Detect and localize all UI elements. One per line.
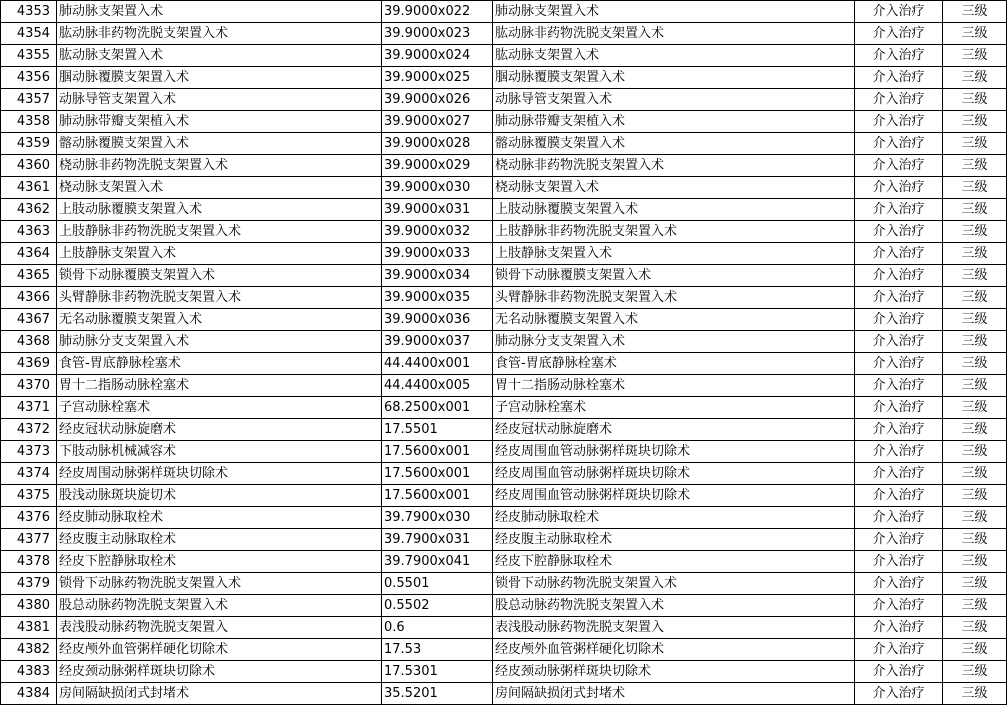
row-number-cell: 4375 bbox=[1, 485, 57, 507]
category-cell: 介入治疗 bbox=[855, 573, 943, 595]
row-number-cell: 4357 bbox=[1, 89, 57, 111]
standard-name-cell: 经皮下腔静脉取栓术 bbox=[493, 551, 855, 573]
table-row bbox=[1, 67, 1007, 89]
level-cell: 三级 bbox=[943, 309, 1007, 331]
procedure-name-cell: 肱动脉支架置入术 bbox=[57, 45, 382, 67]
procedure-code-cell: 39.9000x031 bbox=[382, 199, 493, 221]
table-row bbox=[1, 353, 1007, 375]
procedure-code-cell: 39.9000x032 bbox=[382, 221, 493, 243]
table-row bbox=[1, 111, 1007, 133]
category-cell: 介入治疗 bbox=[855, 441, 943, 463]
level-cell: 三级 bbox=[943, 397, 1007, 419]
procedure-name-cell: 经皮肺动脉取栓术 bbox=[57, 507, 382, 529]
category-cell: 介入治疗 bbox=[855, 485, 943, 507]
standard-name-cell: 桡动脉支架置入术 bbox=[493, 177, 855, 199]
table-row bbox=[1, 243, 1007, 265]
procedure-code-cell: 39.9000x037 bbox=[382, 331, 493, 353]
procedure-code-cell: 39.9000x034 bbox=[382, 265, 493, 287]
category-cell: 介入治疗 bbox=[855, 89, 943, 111]
category-cell: 介入治疗 bbox=[855, 309, 943, 331]
procedure-name-cell: 锁骨下动脉药物洗脱支架置入术 bbox=[57, 573, 382, 595]
standard-name-cell: 肺动脉带瓣支架植入术 bbox=[493, 111, 855, 133]
table-row bbox=[1, 661, 1007, 683]
table-row bbox=[1, 1, 1007, 23]
procedure-code-cell: 39.7900x030 bbox=[382, 507, 493, 529]
level-cell: 三级 bbox=[943, 639, 1007, 661]
row-number-cell: 4362 bbox=[1, 199, 57, 221]
table-row bbox=[1, 463, 1007, 485]
level-cell: 三级 bbox=[943, 23, 1007, 45]
level-cell: 三级 bbox=[943, 375, 1007, 397]
standard-name-cell: 腘动脉覆膜支架置入术 bbox=[493, 67, 855, 89]
row-number-cell: 4382 bbox=[1, 639, 57, 661]
procedure-code-cell: 39.9000x033 bbox=[382, 243, 493, 265]
standard-name-cell: 锁骨下动脉覆膜支架置入术 bbox=[493, 265, 855, 287]
procedure-code-cell: 39.9000x036 bbox=[382, 309, 493, 331]
table-row bbox=[1, 375, 1007, 397]
category-cell: 介入治疗 bbox=[855, 331, 943, 353]
row-number-cell: 4355 bbox=[1, 45, 57, 67]
table-row bbox=[1, 507, 1007, 529]
procedure-code-cell: 44.4400x001 bbox=[382, 353, 493, 375]
procedure-code-cell: 39.7900x041 bbox=[382, 551, 493, 573]
category-cell: 介入治疗 bbox=[855, 661, 943, 683]
level-cell: 三级 bbox=[943, 45, 1007, 67]
category-cell: 介入治疗 bbox=[855, 419, 943, 441]
row-number-cell: 4380 bbox=[1, 595, 57, 617]
procedure-name-cell: 食管-胃底静脉栓塞术 bbox=[57, 353, 382, 375]
procedure-name-cell: 肱动脉非药物洗脱支架置入术 bbox=[57, 23, 382, 45]
row-number-cell: 4384 bbox=[1, 683, 57, 705]
procedure-name-cell: 经皮周围动脉粥样斑块切除术 bbox=[57, 463, 382, 485]
standard-name-cell: 经皮冠状动脉旋磨术 bbox=[493, 419, 855, 441]
level-cell: 三级 bbox=[943, 551, 1007, 573]
row-number-cell: 4374 bbox=[1, 463, 57, 485]
level-cell: 三级 bbox=[943, 89, 1007, 111]
procedure-name-cell: 肺动脉支架置入术 bbox=[57, 1, 382, 23]
procedure-code-cell: 35.5201 bbox=[382, 683, 493, 705]
procedure-name-cell: 无名动脉覆膜支架置入术 bbox=[57, 309, 382, 331]
standard-name-cell: 经皮周围血管动脉粥样斑块切除术 bbox=[493, 463, 855, 485]
procedure-name-cell: 髂动脉覆膜支架置入术 bbox=[57, 133, 382, 155]
table-row bbox=[1, 133, 1007, 155]
procedure-name-cell: 子宫动脉栓塞术 bbox=[57, 397, 382, 419]
row-number-cell: 4354 bbox=[1, 23, 57, 45]
level-cell: 三级 bbox=[943, 353, 1007, 375]
row-number-cell: 4373 bbox=[1, 441, 57, 463]
procedure-code-cell: 17.5301 bbox=[382, 661, 493, 683]
procedure-name-cell: 上肢静脉非药物洗脱支架置入术 bbox=[57, 221, 382, 243]
standard-name-cell: 上肢静脉支架置入术 bbox=[493, 243, 855, 265]
table-row bbox=[1, 441, 1007, 463]
category-cell: 介入治疗 bbox=[855, 265, 943, 287]
level-cell: 三级 bbox=[943, 265, 1007, 287]
table-row bbox=[1, 419, 1007, 441]
row-number-cell: 4366 bbox=[1, 287, 57, 309]
row-number-cell: 4367 bbox=[1, 309, 57, 331]
table-row bbox=[1, 221, 1007, 243]
table-row bbox=[1, 529, 1007, 551]
table-row bbox=[1, 573, 1007, 595]
procedure-name-cell: 经皮腹主动脉取栓术 bbox=[57, 529, 382, 551]
standard-name-cell: 经皮肺动脉取栓术 bbox=[493, 507, 855, 529]
category-cell: 介入治疗 bbox=[855, 529, 943, 551]
row-number-cell: 4377 bbox=[1, 529, 57, 551]
level-cell: 三级 bbox=[943, 529, 1007, 551]
table-row bbox=[1, 397, 1007, 419]
row-number-cell: 4360 bbox=[1, 155, 57, 177]
standard-name-cell: 无名动脉覆膜支架置入术 bbox=[493, 309, 855, 331]
standard-name-cell: 子宫动脉栓塞术 bbox=[493, 397, 855, 419]
level-cell: 三级 bbox=[943, 441, 1007, 463]
category-cell: 介入治疗 bbox=[855, 617, 943, 639]
procedure-code-cell: 17.5600x001 bbox=[382, 463, 493, 485]
procedure-code-cell: 39.9000x025 bbox=[382, 67, 493, 89]
table-row bbox=[1, 617, 1007, 639]
level-cell: 三级 bbox=[943, 133, 1007, 155]
row-number-cell: 4381 bbox=[1, 617, 57, 639]
procedure-name-cell: 锁骨下动脉覆膜支架置入术 bbox=[57, 265, 382, 287]
standard-name-cell: 肺动脉支架置入术 bbox=[493, 1, 855, 23]
level-cell: 三级 bbox=[943, 419, 1007, 441]
row-number-cell: 4356 bbox=[1, 67, 57, 89]
table-row bbox=[1, 177, 1007, 199]
level-cell: 三级 bbox=[943, 111, 1007, 133]
procedure-name-cell: 股浅动脉斑块旋切术 bbox=[57, 485, 382, 507]
row-number-cell: 4368 bbox=[1, 331, 57, 353]
level-cell: 三级 bbox=[943, 573, 1007, 595]
procedure-code-cell: 17.5600x001 bbox=[382, 441, 493, 463]
row-number-cell: 4379 bbox=[1, 573, 57, 595]
category-cell: 介入治疗 bbox=[855, 23, 943, 45]
procedure-code-cell: 44.4400x005 bbox=[382, 375, 493, 397]
procedure-code-cell: 39.9000x024 bbox=[382, 45, 493, 67]
procedure-code-cell: 39.9000x023 bbox=[382, 23, 493, 45]
table-row bbox=[1, 45, 1007, 67]
table-row bbox=[1, 199, 1007, 221]
standard-name-cell: 经皮周围血管动脉粥样斑块切除术 bbox=[493, 441, 855, 463]
procedure-code-cell: 17.53 bbox=[382, 639, 493, 661]
procedure-name-cell: 经皮颅外血管粥样硬化切除术 bbox=[57, 639, 382, 661]
standard-name-cell: 髂动脉覆膜支架置入术 bbox=[493, 133, 855, 155]
procedure-name-cell: 胃十二指肠动脉栓塞术 bbox=[57, 375, 382, 397]
table-row bbox=[1, 595, 1007, 617]
standard-name-cell: 肱动脉支架置入术 bbox=[493, 45, 855, 67]
category-cell: 介入治疗 bbox=[855, 155, 943, 177]
procedure-name-cell: 桡动脉支架置入术 bbox=[57, 177, 382, 199]
procedure-name-cell: 下肢动脉机械减容术 bbox=[57, 441, 382, 463]
procedure-table-body bbox=[1, 1, 1007, 705]
standard-name-cell: 经皮周围血管动脉粥样斑块切除术 bbox=[493, 485, 855, 507]
category-cell: 介入治疗 bbox=[855, 507, 943, 529]
procedure-name-cell: 股总动脉药物洗脱支架置入术 bbox=[57, 595, 382, 617]
level-cell: 三级 bbox=[943, 177, 1007, 199]
standard-name-cell: 肱动脉非药物洗脱支架置入术 bbox=[493, 23, 855, 45]
level-cell: 三级 bbox=[943, 67, 1007, 89]
level-cell: 三级 bbox=[943, 221, 1007, 243]
row-number-cell: 4353 bbox=[1, 1, 57, 23]
category-cell: 介入治疗 bbox=[855, 45, 943, 67]
level-cell: 三级 bbox=[943, 485, 1007, 507]
row-number-cell: 4359 bbox=[1, 133, 57, 155]
row-number-cell: 4363 bbox=[1, 221, 57, 243]
row-number-cell: 4378 bbox=[1, 551, 57, 573]
procedure-code-cell: 39.9000x022 bbox=[382, 1, 493, 23]
procedure-name-cell: 上肢静脉支架置入术 bbox=[57, 243, 382, 265]
procedure-name-cell: 房间隔缺损闭式封堵术 bbox=[57, 683, 382, 705]
category-cell: 介入治疗 bbox=[855, 397, 943, 419]
standard-name-cell: 食管-胃底静脉栓塞术 bbox=[493, 353, 855, 375]
table-row bbox=[1, 23, 1007, 45]
procedure-name-cell: 经皮颈动脉粥样斑块切除术 bbox=[57, 661, 382, 683]
standard-name-cell: 动脉导管支架置入术 bbox=[493, 89, 855, 111]
standard-name-cell: 股总动脉药物洗脱支架置入术 bbox=[493, 595, 855, 617]
category-cell: 介入治疗 bbox=[855, 1, 943, 23]
level-cell: 三级 bbox=[943, 199, 1007, 221]
category-cell: 介入治疗 bbox=[855, 287, 943, 309]
standard-name-cell: 上肢静脉非药物洗脱支架置入术 bbox=[493, 221, 855, 243]
table-row bbox=[1, 683, 1007, 705]
level-cell: 三级 bbox=[943, 155, 1007, 177]
row-number-cell: 4358 bbox=[1, 111, 57, 133]
procedure-code-cell: 0.5502 bbox=[382, 595, 493, 617]
category-cell: 介入治疗 bbox=[855, 639, 943, 661]
row-number-cell: 4364 bbox=[1, 243, 57, 265]
table-row bbox=[1, 551, 1007, 573]
row-number-cell: 4376 bbox=[1, 507, 57, 529]
standard-name-cell: 肺动脉分支支架置入术 bbox=[493, 331, 855, 353]
level-cell: 三级 bbox=[943, 463, 1007, 485]
standard-name-cell: 经皮颈动脉粥样斑块切除术 bbox=[493, 661, 855, 683]
table-row bbox=[1, 331, 1007, 353]
category-cell: 介入治疗 bbox=[855, 221, 943, 243]
procedure-name-cell: 表浅股动脉药物洗脱支架置入 bbox=[57, 617, 382, 639]
procedure-name-cell: 腘动脉覆膜支架置入术 bbox=[57, 67, 382, 89]
procedure-name-cell: 头臂静脉非药物洗脱支架置入术 bbox=[57, 287, 382, 309]
standard-name-cell: 锁骨下动脉药物洗脱支架置入术 bbox=[493, 573, 855, 595]
procedure-code-cell: 39.9000x035 bbox=[382, 287, 493, 309]
row-number-cell: 4383 bbox=[1, 661, 57, 683]
category-cell: 介入治疗 bbox=[855, 595, 943, 617]
standard-name-cell: 经皮颅外血管粥样硬化切除术 bbox=[493, 639, 855, 661]
row-number-cell: 4370 bbox=[1, 375, 57, 397]
procedure-code-cell: 68.2500x001 bbox=[382, 397, 493, 419]
category-cell: 介入治疗 bbox=[855, 683, 943, 705]
procedure-code-cell: 39.9000x026 bbox=[382, 89, 493, 111]
standard-name-cell: 经皮腹主动脉取栓术 bbox=[493, 529, 855, 551]
table-row bbox=[1, 89, 1007, 111]
standard-name-cell: 头臂静脉非药物洗脱支架置入术 bbox=[493, 287, 855, 309]
procedure-code-cell: 39.9000x028 bbox=[382, 133, 493, 155]
procedure-code-cell: 39.9000x030 bbox=[382, 177, 493, 199]
category-cell: 介入治疗 bbox=[855, 177, 943, 199]
procedure-name-cell: 肺动脉分支支架置入术 bbox=[57, 331, 382, 353]
procedure-code-cell: 17.5600x001 bbox=[382, 485, 493, 507]
table-row bbox=[1, 485, 1007, 507]
procedure-name-cell: 动脉导管支架置入术 bbox=[57, 89, 382, 111]
category-cell: 介入治疗 bbox=[855, 111, 943, 133]
standard-name-cell: 胃十二指肠动脉栓塞术 bbox=[493, 375, 855, 397]
standard-name-cell: 表浅股动脉药物洗脱支架置入 bbox=[493, 617, 855, 639]
category-cell: 介入治疗 bbox=[855, 353, 943, 375]
procedure-name-cell: 上肢动脉覆膜支架置入术 bbox=[57, 199, 382, 221]
procedure-name-cell: 经皮下腔静脉取栓术 bbox=[57, 551, 382, 573]
procedure-code-cell: 17.5501 bbox=[382, 419, 493, 441]
table-row bbox=[1, 265, 1007, 287]
level-cell: 三级 bbox=[943, 287, 1007, 309]
procedure-code-cell: 39.9000x027 bbox=[382, 111, 493, 133]
table-row bbox=[1, 639, 1007, 661]
row-number-cell: 4371 bbox=[1, 397, 57, 419]
table-row bbox=[1, 287, 1007, 309]
row-number-cell: 4369 bbox=[1, 353, 57, 375]
category-cell: 介入治疗 bbox=[855, 375, 943, 397]
level-cell: 三级 bbox=[943, 243, 1007, 265]
level-cell: 三级 bbox=[943, 331, 1007, 353]
level-cell: 三级 bbox=[943, 661, 1007, 683]
standard-name-cell: 桡动脉非药物洗脱支架置入术 bbox=[493, 155, 855, 177]
procedure-code-cell: 39.7900x031 bbox=[382, 529, 493, 551]
category-cell: 介入治疗 bbox=[855, 463, 943, 485]
procedure-code-cell: 0.6 bbox=[382, 617, 493, 639]
category-cell: 介入治疗 bbox=[855, 243, 943, 265]
category-cell: 介入治疗 bbox=[855, 199, 943, 221]
row-number-cell: 4365 bbox=[1, 265, 57, 287]
row-number-cell: 4372 bbox=[1, 419, 57, 441]
procedure-name-cell: 经皮冠状动脉旋磨术 bbox=[57, 419, 382, 441]
procedure-name-cell: 肺动脉带瓣支架植入术 bbox=[57, 111, 382, 133]
row-number-cell: 4361 bbox=[1, 177, 57, 199]
level-cell: 三级 bbox=[943, 1, 1007, 23]
standard-name-cell: 房间隔缺损闭式封堵术 bbox=[493, 683, 855, 705]
level-cell: 三级 bbox=[943, 617, 1007, 639]
standard-name-cell: 上肢动脉覆膜支架置入术 bbox=[493, 199, 855, 221]
table-row bbox=[1, 155, 1007, 177]
category-cell: 介入治疗 bbox=[855, 551, 943, 573]
level-cell: 三级 bbox=[943, 683, 1007, 705]
category-cell: 介入治疗 bbox=[855, 133, 943, 155]
level-cell: 三级 bbox=[943, 595, 1007, 617]
procedure-name-cell: 桡动脉非药物洗脱支架置入术 bbox=[57, 155, 382, 177]
category-cell: 介入治疗 bbox=[855, 67, 943, 89]
procedure-code-cell: 0.5501 bbox=[382, 573, 493, 595]
procedure-code-cell: 39.9000x029 bbox=[382, 155, 493, 177]
level-cell: 三级 bbox=[943, 507, 1007, 529]
table-row bbox=[1, 309, 1007, 331]
